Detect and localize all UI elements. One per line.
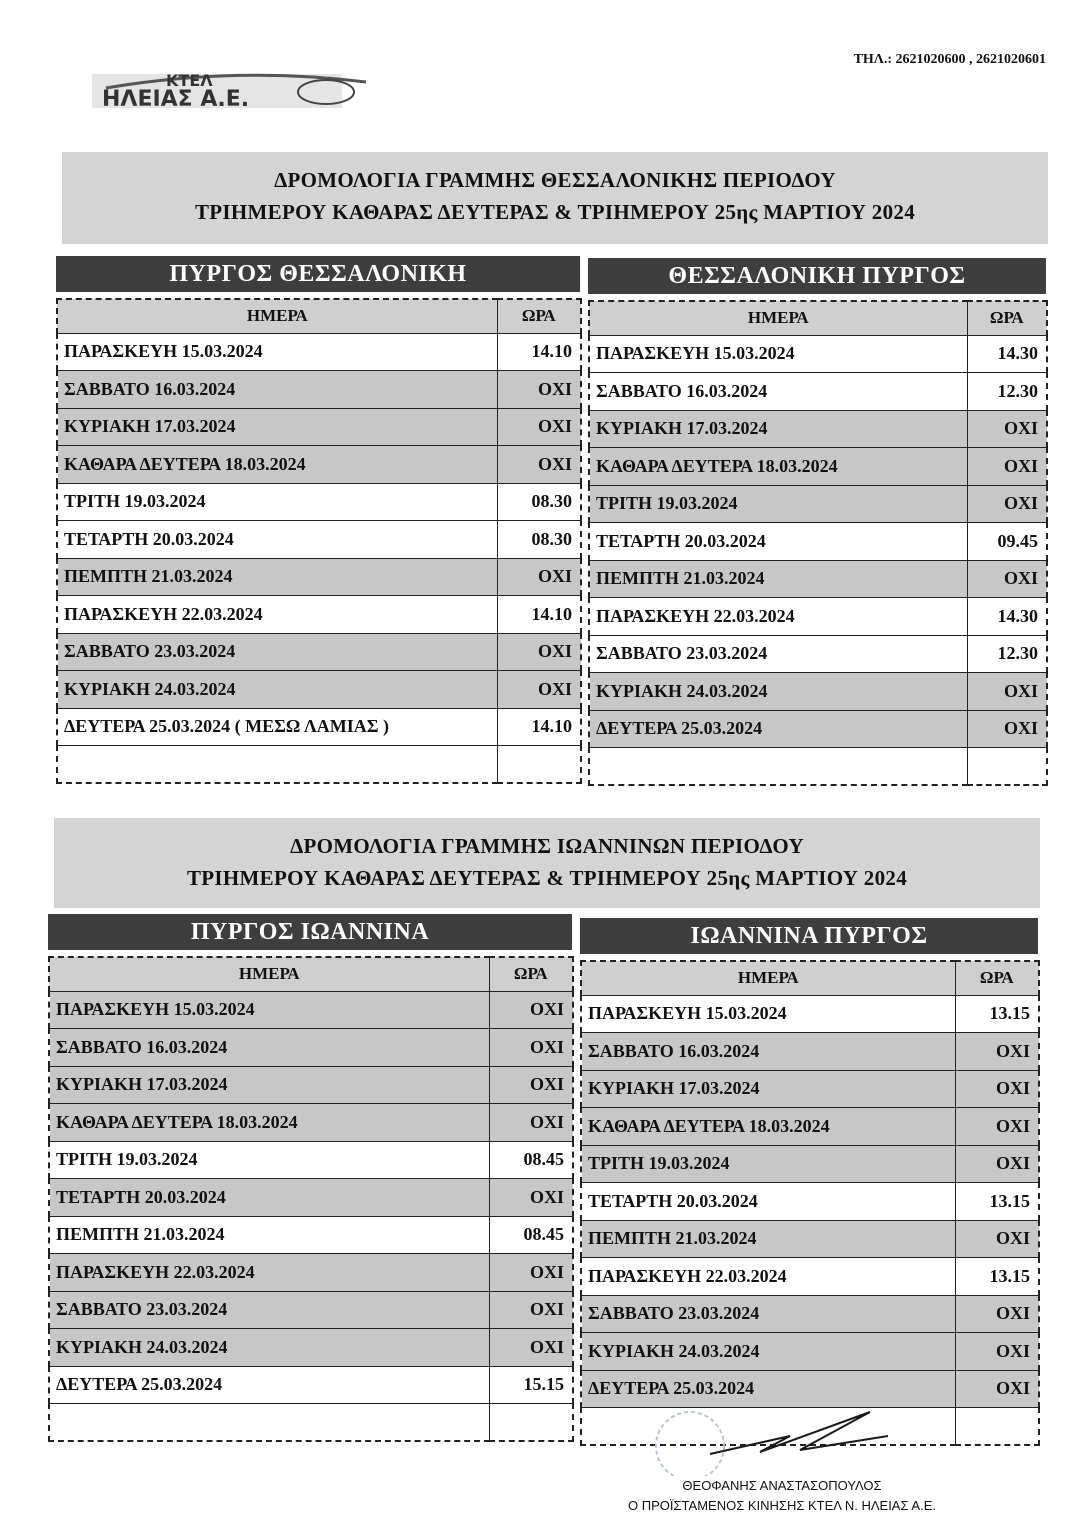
day-cell: ΣΑΒΒΑΤΟ 16.03.2024 <box>581 1033 955 1071</box>
table-row <box>589 710 1047 748</box>
empty-row <box>49 1404 573 1442</box>
table-row <box>49 1066 573 1104</box>
time-cell: ΟΧΙ <box>955 1295 1039 1333</box>
table-row <box>581 1370 1039 1408</box>
table-thessaloniki-pyrgos <box>588 258 1046 786</box>
empty-cell <box>589 748 967 786</box>
table-row <box>589 485 1047 523</box>
day-cell: ΠΑΡΑΣΚΕΥΗ 15.03.2024 <box>581 995 955 1033</box>
table-row <box>589 673 1047 711</box>
time-cell: ΟΧΙ <box>489 1104 573 1142</box>
table-header-row <box>49 957 573 991</box>
day-cell: ΠΑΡΑΣΚΕΥΗ 15.03.2024 <box>589 335 967 373</box>
time-cell: ΟΧΙ <box>967 485 1047 523</box>
day-cell: ΤΕΤΑΡΤΗ 20.03.2024 <box>589 523 967 561</box>
table-row <box>57 483 581 521</box>
day-cell: ΤΡΙΤΗ 19.03.2024 <box>57 483 497 521</box>
day-cell: ΔΕΥΤΕΡΑ 25.03.2024 <box>589 710 967 748</box>
time-cell: 14.30 <box>967 335 1047 373</box>
table-row <box>581 1108 1039 1146</box>
table-row <box>581 1183 1039 1221</box>
empty-cell <box>967 748 1047 786</box>
day-cell: ΔΕΥΤΕΡΑ 25.03.2024 ( ΜΕΣΩ ΛΑΜΙΑΣ ) <box>57 708 497 746</box>
column-header-time: ΩΡΑ <box>967 301 1047 335</box>
time-cell: 12.30 <box>967 373 1047 411</box>
table-title: ΠΥΡΓΟΣ ΙΩΑΝΝΙΝΑ <box>48 914 572 950</box>
table-header-row <box>57 299 581 333</box>
table-title: ΠΥΡΓΟΣ ΘΕΣΣΑΛΟΝΙΚΗ <box>56 256 580 292</box>
time-cell: ΟΧΙ <box>955 1108 1039 1146</box>
day-cell: ΚΑΘΑΡΑ ΔΕΥΤΕΡΑ 18.03.2024 <box>589 448 967 486</box>
day-cell: ΠΕΜΠΤΗ 21.03.2024 <box>589 560 967 598</box>
table-row <box>589 635 1047 673</box>
table-row <box>581 1295 1039 1333</box>
day-cell: ΚΑΘΑΡΑ ΔΕΥΤΕΡΑ 18.03.2024 <box>49 1104 489 1142</box>
table-row <box>49 1179 573 1217</box>
table-row <box>49 1291 573 1329</box>
table-row <box>57 333 581 371</box>
day-cell: ΚΥΡΙΑΚΗ 24.03.2024 <box>589 673 967 711</box>
time-cell: ΟΧΙ <box>489 1179 573 1217</box>
table-row <box>581 1070 1039 1108</box>
banner-title-line2: ΤΡΙΗΜΕΡΟΥ ΚΑΘΑΡΑΣ ΔΕΥΤΕΡΑΣ & ΤΡΙΗΜΕΡΟΥ 25ης ΜΑΡΤΙΟΥ 2024 <box>194 200 915 224</box>
empty-cell <box>955 1408 1039 1446</box>
day-cell: ΣΑΒΒΑΤΟ 16.03.2024 <box>49 1029 489 1067</box>
empty-cell <box>57 746 497 784</box>
table-header-row <box>581 961 1039 995</box>
table-row <box>57 671 581 709</box>
day-cell: ΠΑΡΑΣΚΕΥΗ 15.03.2024 <box>57 333 497 371</box>
time-cell: ΟΧΙ <box>967 673 1047 711</box>
time-cell: ΟΧΙ <box>489 1066 573 1104</box>
time-cell: ΟΧΙ <box>967 410 1047 448</box>
table-row <box>49 1104 573 1142</box>
svg-text:ΚΤΕΛ: ΚΤΕΛ <box>166 71 213 90</box>
table-row <box>589 523 1047 561</box>
banner-title-line2: ΤΡΙΗΜΕΡΟΥ ΚΑΘΑΡΑΣ ΔΕΥΤΕΡΑΣ & ΤΡΙΗΜΕΡΟΥ 25ης ΜΑΡΤΙΟΥ 2024 <box>186 866 907 890</box>
time-cell: ΟΧΙ <box>955 1033 1039 1071</box>
column-header-time: ΩΡΑ <box>489 957 573 991</box>
table-row <box>49 991 573 1029</box>
banner-title-line1: ΔΡΟΜΟΛΟΓΙΑ ΓΡΑΜΜΗΣ ΘΕΣΣΑΛΟΝΙΚΗΣ ΠΕΡΙΟΔΟΥ <box>274 168 836 192</box>
table-row <box>589 335 1047 373</box>
column-header-time: ΩΡΑ <box>955 961 1039 995</box>
table-row <box>57 521 581 559</box>
day-cell: ΣΑΒΒΑΤΟ 23.03.2024 <box>49 1291 489 1329</box>
empty-cell <box>497 746 581 784</box>
day-cell: ΔΕΥΤΕΡΑ 25.03.2024 <box>49 1366 489 1404</box>
table-row <box>57 633 581 671</box>
empty-row <box>589 748 1047 786</box>
time-cell: ΟΧΙ <box>489 991 573 1029</box>
table-row <box>581 1220 1039 1258</box>
time-cell: 14.10 <box>497 596 581 634</box>
table-row <box>49 1329 573 1367</box>
table-row <box>49 1254 573 1292</box>
table-header-row <box>589 301 1047 335</box>
signer-role: Ο ΠΡΟΪΣΤΑΜΕΝΟΣ ΚΙΝΗΣΗΣ ΚΤΕΛ Ν. ΗΛΕΙΑΣ Α.Ε. <box>628 1498 936 1513</box>
day-cell: ΤΡΙΤΗ 19.03.2024 <box>49 1141 489 1179</box>
table-row <box>589 410 1047 448</box>
day-cell: ΠΑΡΑΣΚΕΥΗ 22.03.2024 <box>49 1254 489 1292</box>
day-cell: ΚΥΡΙΑΚΗ 24.03.2024 <box>57 671 497 709</box>
svg-text:ΗΛΕΙΑΣ Α.Ε.: ΗΛΕΙΑΣ Α.Ε. <box>102 87 250 112</box>
time-cell: ΟΧΙ <box>967 560 1047 598</box>
day-cell: ΤΡΙΤΗ 19.03.2024 <box>589 485 967 523</box>
table-row <box>57 371 581 409</box>
time-cell: ΟΧΙ <box>489 1329 573 1367</box>
day-cell: ΚΥΡΙΑΚΗ 17.03.2024 <box>581 1070 955 1108</box>
day-cell: ΠΕΜΠΤΗ 21.03.2024 <box>57 558 497 596</box>
day-cell: ΣΑΒΒΑΤΟ 23.03.2024 <box>589 635 967 673</box>
day-cell: ΤΕΤΑΡΤΗ 20.03.2024 <box>49 1179 489 1217</box>
table-row <box>49 1366 573 1404</box>
time-cell: 13.15 <box>955 1258 1039 1296</box>
signer-block <box>612 1476 952 1516</box>
banner-title-line1: ΔΡΟΜΟΛΟΓΙΑ ΓΡΑΜΜΗΣ ΙΩΑΝΝΙΝΩΝ ΠΕΡΙΟΔΟΥ <box>290 834 804 858</box>
time-cell: ΟΧΙ <box>489 1254 573 1292</box>
column-header-time: ΩΡΑ <box>497 299 581 333</box>
day-cell: ΚΥΡΙΑΚΗ 17.03.2024 <box>589 410 967 448</box>
table-row <box>57 558 581 596</box>
time-cell: ΟΧΙ <box>497 446 581 484</box>
time-cell: 15.15 <box>489 1366 573 1404</box>
table-row <box>589 560 1047 598</box>
phone-numbers: ΤΗΛ.: 2621020600 , 2621020601 <box>853 52 1046 67</box>
table-row <box>49 1216 573 1254</box>
day-cell: ΚΥΡΙΑΚΗ 17.03.2024 <box>57 408 497 446</box>
table-row <box>581 1033 1039 1071</box>
time-cell: ΟΧΙ <box>497 671 581 709</box>
table-title: ΙΩΑΝΝΙΝΑ ΠΥΡΓΟΣ <box>580 918 1038 954</box>
day-cell: ΠΑΡΑΣΚΕΥΗ 15.03.2024 <box>49 991 489 1029</box>
empty-cell <box>489 1404 573 1442</box>
time-cell: 14.10 <box>497 333 581 371</box>
day-cell: ΣΑΒΒΑΤΟ 16.03.2024 <box>57 371 497 409</box>
signer-name: ΘΕΟΦΑΝΗΣ ΑΝΑΣΤΑΣΟΠΟΥΛΟΣ <box>682 1478 882 1493</box>
time-cell: ΟΧΙ <box>955 1145 1039 1183</box>
ktel-logo <box>86 68 376 112</box>
time-cell: ΟΧΙ <box>955 1070 1039 1108</box>
table-row <box>49 1029 573 1067</box>
day-cell: ΚΑΘΑΡΑ ΔΕΥΤΕΡΑ 18.03.2024 <box>581 1108 955 1146</box>
time-cell: 13.15 <box>955 995 1039 1033</box>
table-row <box>581 1333 1039 1371</box>
table-row <box>49 1141 573 1179</box>
time-cell: 08.45 <box>489 1216 573 1254</box>
table-pyrgos-thessaloniki <box>56 256 580 784</box>
day-cell: ΣΑΒΒΑΤΟ 23.03.2024 <box>581 1295 955 1333</box>
time-cell: 08.30 <box>497 483 581 521</box>
table-row <box>581 1145 1039 1183</box>
time-cell: ΟΧΙ <box>489 1291 573 1329</box>
time-cell: ΟΧΙ <box>955 1370 1039 1408</box>
table-row <box>581 995 1039 1033</box>
time-cell: ΟΧΙ <box>955 1220 1039 1258</box>
thessaloniki-schedule-banner <box>62 152 1048 244</box>
table-ioannina-pyrgos <box>580 918 1038 1446</box>
day-cell: ΠΑΡΑΣΚΕΥΗ 22.03.2024 <box>581 1258 955 1296</box>
day-cell: ΠΕΜΠΤΗ 21.03.2024 <box>49 1216 489 1254</box>
time-cell: ΟΧΙ <box>497 371 581 409</box>
day-cell: ΤΕΤΑΡΤΗ 20.03.2024 <box>57 521 497 559</box>
day-cell: ΠΕΜΠΤΗ 21.03.2024 <box>581 1220 955 1258</box>
day-cell: ΣΑΒΒΑΤΟ 23.03.2024 <box>57 633 497 671</box>
day-cell: ΚΥΡΙΑΚΗ 17.03.2024 <box>49 1066 489 1104</box>
time-cell: ΟΧΙ <box>967 448 1047 486</box>
empty-row <box>57 746 581 784</box>
day-cell: ΚΥΡΙΑΚΗ 24.03.2024 <box>581 1333 955 1371</box>
day-cell: ΤΡΙΤΗ 19.03.2024 <box>581 1145 955 1183</box>
table-title: ΘΕΣΣΑΛΟΝΙΚΗ ΠΥΡΓΟΣ <box>588 258 1046 294</box>
table-row <box>57 596 581 634</box>
time-cell: 14.10 <box>497 708 581 746</box>
time-cell: 08.30 <box>497 521 581 559</box>
column-header-day: ΗΜΕΡΑ <box>49 957 489 991</box>
table-row <box>57 408 581 446</box>
day-cell: ΚΑΘΑΡΑ ΔΕΥΤΕΡΑ 18.03.2024 <box>57 446 497 484</box>
table-row <box>589 598 1047 636</box>
day-cell: ΣΑΒΒΑΤΟ 16.03.2024 <box>589 373 967 411</box>
table-row <box>589 373 1047 411</box>
day-cell: ΤΕΤΑΡΤΗ 20.03.2024 <box>581 1183 955 1221</box>
table-row <box>57 708 581 746</box>
time-cell: 08.45 <box>489 1141 573 1179</box>
ioannina-schedule-banner <box>54 818 1040 908</box>
column-header-day: ΗΜΕΡΑ <box>57 299 497 333</box>
time-cell: ΟΧΙ <box>497 633 581 671</box>
table-row <box>589 448 1047 486</box>
column-header-day: ΗΜΕΡΑ <box>589 301 967 335</box>
time-cell: ΟΧΙ <box>497 558 581 596</box>
empty-cell <box>49 1404 489 1442</box>
time-cell: ΟΧΙ <box>497 408 581 446</box>
day-cell: ΠΑΡΑΣΚΕΥΗ 22.03.2024 <box>589 598 967 636</box>
time-cell: 14.30 <box>967 598 1047 636</box>
signature-icon <box>640 1406 900 1476</box>
day-cell: ΠΑΡΑΣΚΕΥΗ 22.03.2024 <box>57 596 497 634</box>
time-cell: ΟΧΙ <box>967 710 1047 748</box>
time-cell: 13.15 <box>955 1183 1039 1221</box>
time-cell: 12.30 <box>967 635 1047 673</box>
time-cell: ΟΧΙ <box>489 1029 573 1067</box>
table-pyrgos-ioannina <box>48 914 572 1442</box>
column-header-day: ΗΜΕΡΑ <box>581 961 955 995</box>
table-row <box>57 446 581 484</box>
time-cell: 09.45 <box>967 523 1047 561</box>
time-cell: ΟΧΙ <box>955 1333 1039 1371</box>
day-cell: ΔΕΥΤΕΡΑ 25.03.2024 <box>581 1370 955 1408</box>
table-row <box>581 1258 1039 1296</box>
day-cell: ΚΥΡΙΑΚΗ 24.03.2024 <box>49 1329 489 1367</box>
